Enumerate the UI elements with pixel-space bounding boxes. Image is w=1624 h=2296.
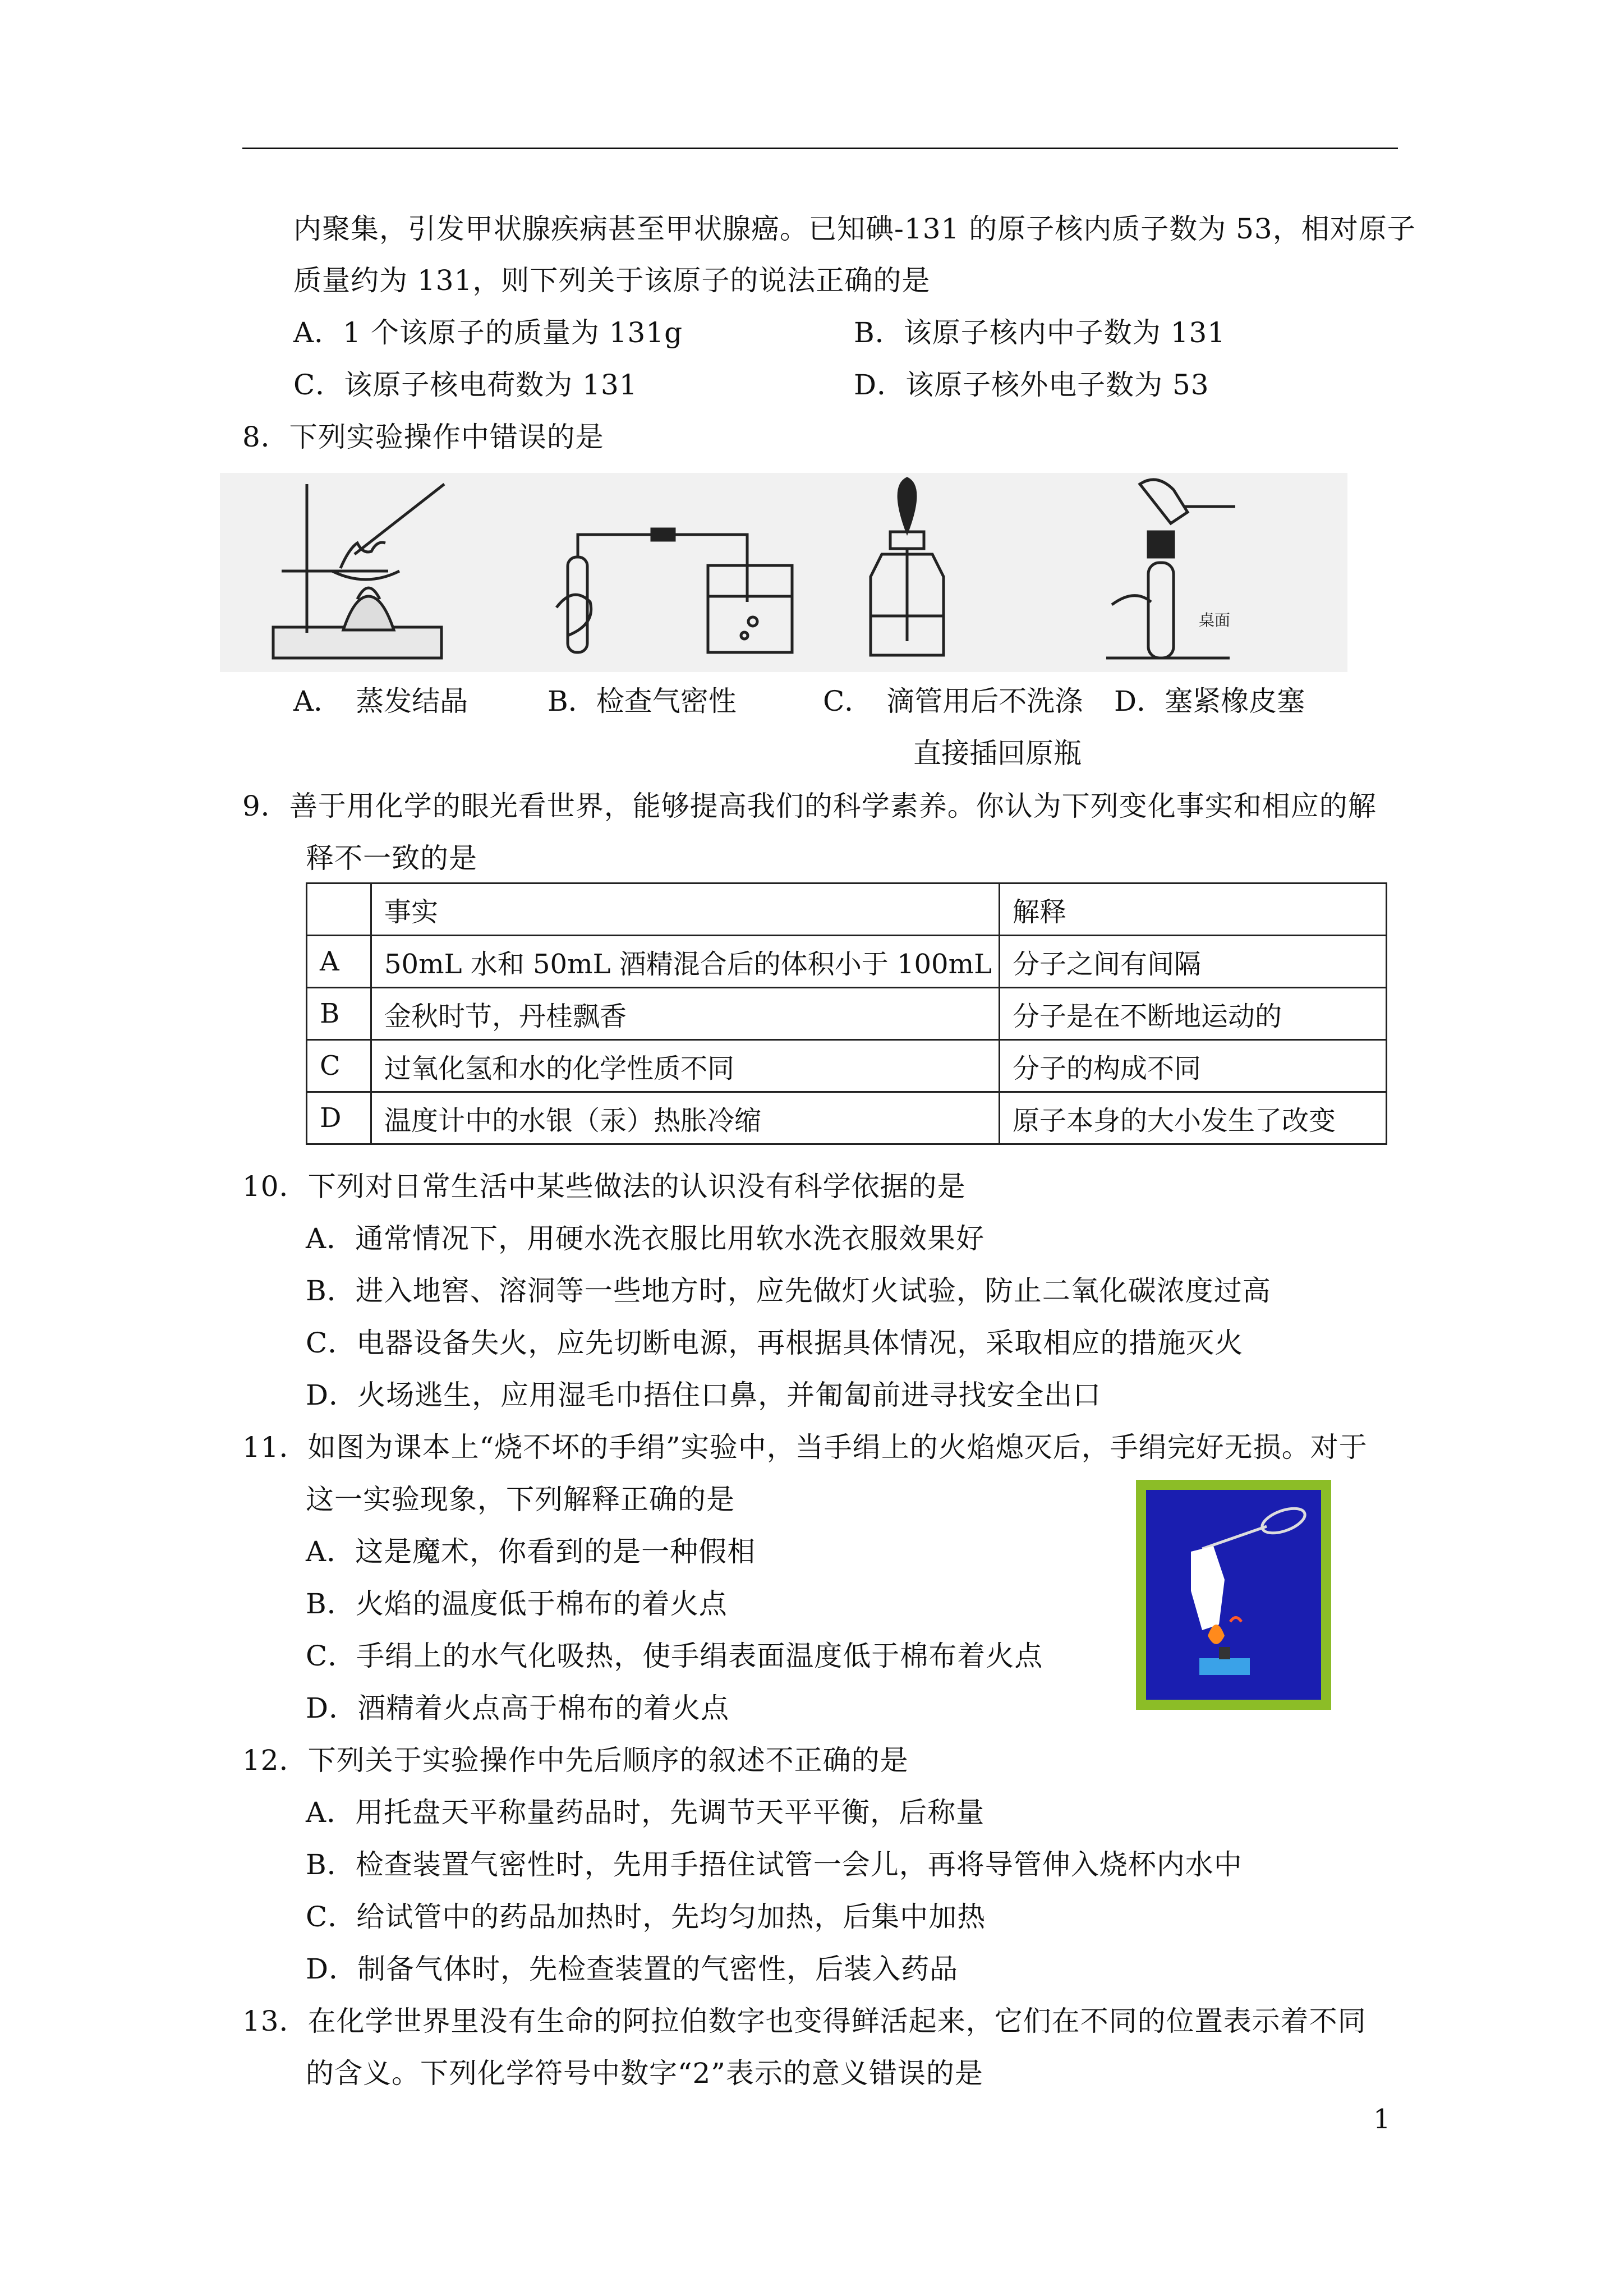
table-row [307,988,1387,1040]
q9-table [306,882,1387,1145]
q9-stem-line2: 释不一致的是 [306,842,477,875]
q10-stem: 10．下列对日常生活中某些做法的认识没有科学依据的是 [242,1170,966,1203]
handkerchief-flame-drawing [1146,1490,1321,1700]
q9-stem-line1: 9．善于用化学的眼光看世界，能够提高我们的科学素养。你认为下列变化事实和相应的解 [242,790,1377,822]
q10-option-a: A．通常情况下，用硬水洗衣服比用软水洗衣服效果好 [306,1222,985,1255]
q13-stem-line1: 13．在化学世界里没有生命的阿拉伯数字也变得鲜活起来，它们在不同的位置表示着不同 [242,2005,1367,2037]
table-cell: 分子是在不断地运动的 [1000,988,1387,1040]
q11-option-c: C．手绢上的水气化吸热，使手绢表面温度低于棉布着火点 [306,1640,1043,1672]
table-row [307,936,1387,988]
table-cell: A [307,936,371,988]
q11-stem-line2: 这一实验现象，下列解释正确的是 [306,1483,735,1516]
table-cell: C [307,1040,371,1092]
q10-option-c: C．电器设备失火，应先切断电源，再根据具体情况，采取相应的措施灭火 [306,1327,1244,1359]
q7-text-line1: 内聚集，引发甲状腺疾病甚至甲状腺癌。已知碘-131 的原子核内质子数为 53，相对原子 [293,213,1416,245]
table-row [307,1092,1387,1144]
page-number: 1 [1373,2104,1391,2135]
q8-caption-b: B．检查气密性 [548,685,737,717]
table-cell: B [307,988,371,1040]
table-cell: 过氧化氢和水的化学性质不同 [371,1040,1000,1092]
table-cell: D [307,1092,371,1144]
desk-label: 桌面 [1199,611,1231,629]
q11-stem-line1: 11．如图为课本上“烧不坏的手绢”实验中，当手绢上的火焰熄灭后，手绢完好无损。对于 [242,1431,1368,1464]
q7-option-b: B．该原子核内中子数为 131 [854,316,1226,349]
q7-text-line2: 质量约为 131，则下列关于该原子的说法正确的是 [293,264,931,297]
table-cell: 温度计中的水银（汞）热胀冷缩 [371,1092,1000,1144]
q8-caption-d: D．塞紧橡皮塞 [1114,685,1305,717]
q8-apparatus-drawing [220,473,1347,672]
q8-stem: 8．下列实验操作中错误的是 [242,421,604,453]
q7-option-c: C．该原子核电荷数为 131 [293,369,638,401]
q13-stem-line2: 的含义。下列化学符号中数字“2”表示的意义错误的是 [306,2057,983,2090]
q8-caption-a: A． 蒸发结晶 [293,685,468,717]
header-rule [242,148,1398,149]
table-cell: 解释 [1000,884,1387,936]
table-cell: 金秋时节，丹桂飘香 [371,988,1000,1040]
rubber-stopper-icon [1106,480,1235,658]
table-cell: 分子之间有间隔 [1000,936,1387,988]
q12-option-d: D．制备气体时，先检查装置的气密性，后装入药品 [306,1953,959,1985]
q12-option-c: C．给试管中的药品加热时，先均匀加热，后集中加热 [306,1901,986,1933]
q10-option-b: B．进入地窖、溶洞等一些地方时，应先做灯火试验，防止二氧化碳浓度过高 [306,1274,1271,1307]
table-cell [307,884,371,936]
q7-option-d: D．该原子核外电子数为 53 [854,369,1209,401]
q8-caption-c-line2: 直接插回原瓶 [913,737,1082,770]
table-header-row [307,884,1387,936]
table-row [307,1040,1387,1092]
burning-handkerchief-picture [1136,1480,1331,1710]
q12-option-b: B．检查装置气密性时，先用手捂住试管一会儿，再将导管伸入烧杯内水中 [306,1848,1243,1881]
table-cell: 原子本身的大小发生了改变 [1000,1092,1387,1144]
q12-option-a: A．用托盘天平称量药品时，先调节天平平衡，后称量 [306,1796,985,1829]
q7-option-a: A．1 个该原子的质量为 131g [293,316,683,349]
table-cell: 分子的构成不同 [1000,1040,1387,1092]
table-cell: 事实 [371,884,1000,936]
q11-option-b: B．火焰的温度低于棉布的着火点 [306,1588,728,1620]
q11-option-d: D．酒精着火点高于棉布的着火点 [306,1692,730,1724]
q12-stem: 12．下列关于实验操作中先后顺序的叙述不正确的是 [242,1744,909,1777]
gas-tightness-apparatus-icon [556,529,792,652]
evaporation-apparatus-icon [273,484,444,658]
q11-option-a: A．这是魔术，你看到的是一种假相 [306,1535,756,1568]
q8-caption-c: C． 滴管用后不洗涤 [823,685,1083,717]
dropper-bottle-icon [871,478,944,655]
table-cell: 50mL 水和 50mL 酒精混合后的体积小于 100mL [371,936,1000,988]
q10-option-d: D．火场逃生，应用湿毛巾捂住口鼻，并匍匐前进寻找安全出口 [306,1379,1102,1411]
q8-apparatus-figure [220,473,1347,672]
